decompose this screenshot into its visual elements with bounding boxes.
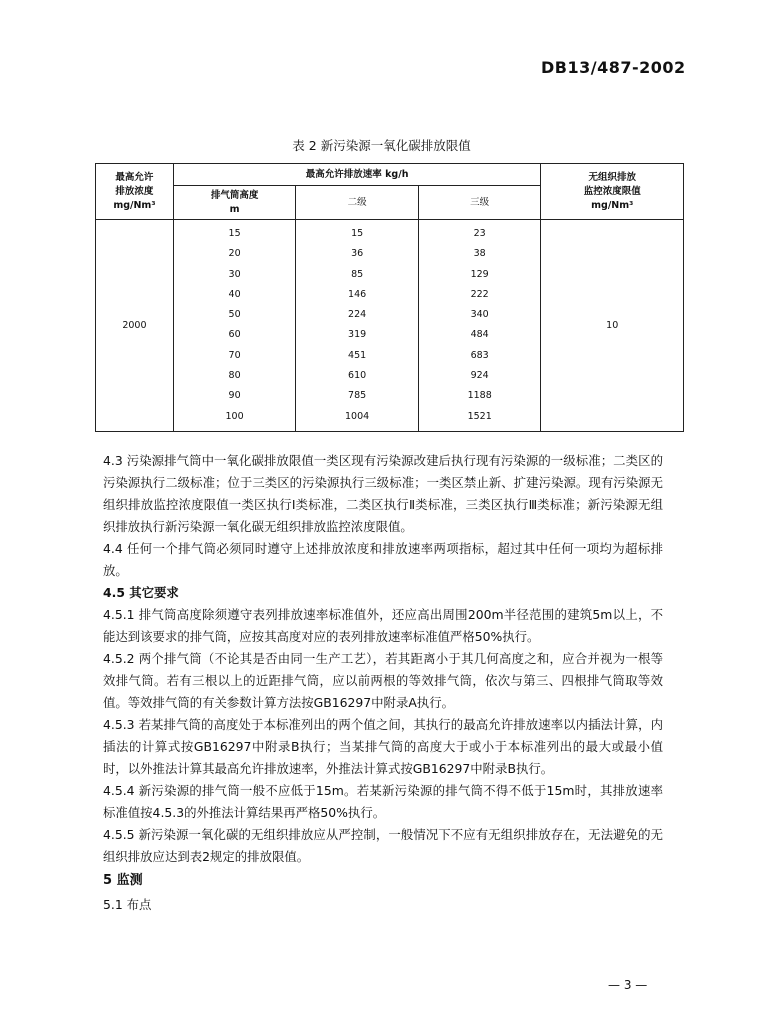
table-cell: 20 <box>228 248 241 260</box>
heading-4-5: 4.5 其它要求 <box>103 585 179 600</box>
table-cell: 70 <box>228 349 241 361</box>
table-cell: 90 <box>228 390 241 402</box>
paragraph-4-5-2: 4.5.2 两个排气筒（不论其是否由同一生产工艺），若其距离小于其几何高度之和，应合并视为一根等效排气筒。若有三根以上的近距排气筒，应以前两根的等效排气筒，依次与第三、四根排气筒取等效值。等效排气筒的有关参数计算方法按GB16297中附录A执行。 <box>103 651 663 710</box>
paragraph-4-4: 4.4 任何一个排气筒必须同时遵守上述排放浓度和排放速率两项指标，超过其中任何一项均为超标排放。 <box>103 541 663 578</box>
table-cell: 15 <box>228 228 241 239</box>
table-cell: 129 <box>470 268 489 280</box>
document-code: DB13/487-2002 <box>541 58 686 77</box>
table-cell: 683 <box>470 349 489 361</box>
table-cell: 924 <box>470 370 489 382</box>
table-cell: 610 <box>348 370 367 382</box>
table-cell: 484 <box>470 329 489 341</box>
table-cell: 30 <box>228 268 241 280</box>
table-cell: 85 <box>351 268 364 280</box>
table-cell: 40 <box>228 288 241 300</box>
level3-column <box>418 220 541 432</box>
stack-height-column <box>173 220 296 432</box>
paragraph-4-3: 4.3 污染源排气筒中一氧化碳排放限值一类区现有污染源改建后执行现有污染源的一级标准；二类区的污染源执行二级标准；位于三类区的污染源执行三级标准；一类区禁止新、扩建污染源。现有污染源无组织排放监控浓度限值一类区执行Ⅰ类标准，二类区执行Ⅱ类标准，三类区执行Ⅲ类标准；新污染源无组织排放执行新污染源一氧化碳无组织排放监控浓度限值。 <box>103 453 663 534</box>
header-stack-height: 排气筒高度 m <box>173 186 296 220</box>
table-cell: 1521 <box>467 410 492 422</box>
header-level2: 二级 <box>296 186 419 220</box>
table-cell: 224 <box>348 309 367 321</box>
table-cell: 1004 <box>345 410 370 422</box>
paragraph-4-5-3: 4.5.3 若某排气筒的高度处于本标准列出的两个值之间，其执行的最高允许排放速率以内插法计算，内插法的计算式按GB16297中附录B执行；当某排气筒的高度大于或小于本标准列出的最大或最小值时，以外推法计算其最高允许排放速率，外推法计算式按GB16297中附录B执行。 <box>103 717 663 776</box>
table-cell: 38 <box>473 248 486 260</box>
table-title: 表 2 新污染源一氧化碳排放限值 <box>292 138 471 153</box>
body-text <box>103 450 663 916</box>
header-unorganized-limit: 无组织排放 监控浓度限值 mg/Nm³ <box>541 164 684 220</box>
table-cell: 785 <box>348 390 367 402</box>
table-cell: 222 <box>470 288 489 300</box>
table-cell: 23 <box>473 228 486 239</box>
table-cell: 60 <box>228 329 241 341</box>
heading-5-1: 5.1 布点 <box>103 897 152 912</box>
paragraph-4-5-5: 4.5.5 新污染源一氧化碳的无组织排放应从严控制，一般情况下不应有无组织排放存在，无法避免的无组织排放应达到表2规定的排放限值。 <box>103 827 663 864</box>
max-concentration-value: 2000 <box>96 220 174 432</box>
header-emission-rate: 最高允许排放速率 kg/h <box>173 164 541 186</box>
table-cell: 15 <box>351 228 364 239</box>
table-cell: 340 <box>470 309 489 321</box>
table-cell: 451 <box>348 349 367 361</box>
table-cell: 1188 <box>467 390 492 402</box>
table-cell: 146 <box>348 288 367 300</box>
table-cell: 36 <box>351 248 364 260</box>
heading-5: 5 监测 <box>103 873 143 888</box>
unorganized-limit-value: 10 <box>541 220 684 432</box>
table-cell: 319 <box>348 329 367 341</box>
table-cell: 50 <box>228 309 241 321</box>
header-level3: 三级 <box>418 186 541 220</box>
page-number: — 3 — <box>608 978 648 992</box>
table-cell: 80 <box>228 370 241 382</box>
paragraph-4-5-4: 4.5.4 新污染源的排气筒一般不应低于15m。若某新污染源的排气筒不得不低于15m时，其排放速率标准值按4.5.3的外推法计算结果再严格50%执行。 <box>103 783 663 820</box>
table-cell: 100 <box>225 410 244 422</box>
emission-limits-table <box>95 163 684 432</box>
level2-column <box>296 220 419 432</box>
paragraph-4-5-1: 4.5.1 排气筒高度除须遵守表列排放速率标准值外，还应高出周围200m半径范围的建筑5m以上，不能达到该要求的排气筒，应按其高度对应的表列排放速率标准值严格50%执行。 <box>103 607 663 644</box>
header-max-concentration: 最高允许 排放浓度 mg/Nm³ <box>96 164 174 220</box>
